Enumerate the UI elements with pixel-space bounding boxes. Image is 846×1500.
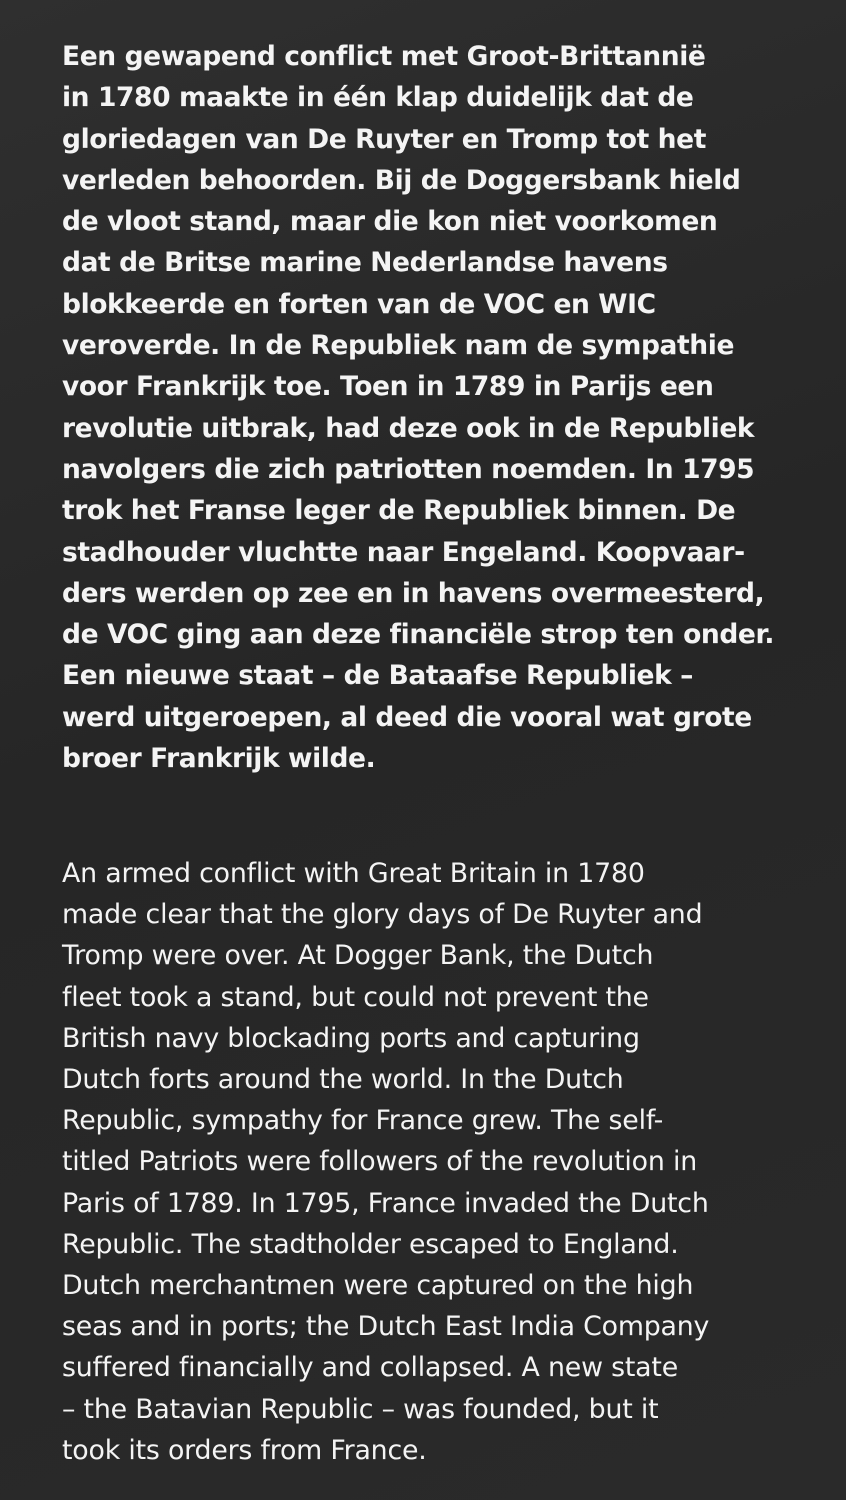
english-paragraph: [62, 853, 812, 1471]
dutch-paragraph: [62, 36, 812, 779]
english-line: Paris of 1789. In 1795, France invaded the Dutch: [62, 1187, 709, 1219]
dutch-line: in 1780 maakte in één klap duidelijk dat de: [62, 82, 694, 114]
dutch-line: de VOC ging aan deze financiële strop ten onder.: [62, 619, 775, 651]
english-line: An armed conflict with Great Britain in 1780: [62, 858, 645, 889]
dutch-line: navolgers die zich patriotten noemden. In 1795: [62, 453, 755, 485]
dutch-line: trok het Franse leger de Republiek binnen. De: [62, 495, 736, 527]
dutch-line: voor Frankrijk toe. Toen in 1789 in Parijs een: [62, 371, 714, 403]
dutch-line: gloriedagen van De Ruyter en Tromp tot het: [62, 123, 706, 155]
english-line: Dutch forts around the world. In the Dutch: [62, 1064, 624, 1096]
english-line: titled Patriots were followers of the revolution in: [62, 1146, 698, 1178]
english-line: British navy blockading ports and capturing: [62, 1022, 640, 1054]
dutch-line: blokkeerde en forten van de VOC en WIC: [62, 288, 656, 320]
english-line: took its orders from France.: [62, 1434, 427, 1466]
dutch-line: de vloot stand, maar die kon niet voorkomen: [62, 206, 718, 238]
english-line: – the Batavian Republic – was founded, but it: [62, 1393, 659, 1425]
english-line: suffered financially and collapsed. A new state: [62, 1352, 678, 1384]
english-line: Dutch merchantmen were captured on the high: [62, 1270, 694, 1302]
english-line: seas and in ports; the Dutch East India Company: [62, 1311, 710, 1343]
dutch-line: ders werden op zee en in havens overmeesterd,: [62, 577, 765, 609]
english-line: fleet took a stand, but could not prevent the: [62, 981, 649, 1013]
dutch-line: stadhouder vluchtte naar Engeland. Koopvaar-: [62, 536, 745, 568]
dutch-line: veroverde. In de Republiek nam de sympathie: [62, 330, 735, 362]
english-line: Republic. The stadtholder escaped to England.: [62, 1228, 679, 1260]
dutch-line: broer Frankrijk wilde.: [62, 743, 376, 775]
dutch-line: dat de Britse marine Nederlandse havens: [62, 247, 668, 279]
dutch-line: verleden behoorden. Bij de Doggersbank hield: [62, 164, 741, 196]
english-line: Republic, sympathy for France grew. The self-: [62, 1105, 664, 1137]
dutch-line: revolutie uitbrak, had deze ook in de Republiek: [62, 412, 755, 444]
dutch-line: Een gewapend conflict met Groot-Brittannië: [62, 41, 706, 72]
dutch-line: werd uitgeroepen, al deed die vooral wat grote: [62, 701, 752, 733]
english-line: Tromp were over. At Dogger Bank, the Dutch: [62, 940, 654, 972]
dutch-line: Een nieuwe staat – de Bataafse Republiek –: [62, 660, 694, 692]
english-line: made clear that the glory days of De Ruyter and: [62, 899, 703, 931]
